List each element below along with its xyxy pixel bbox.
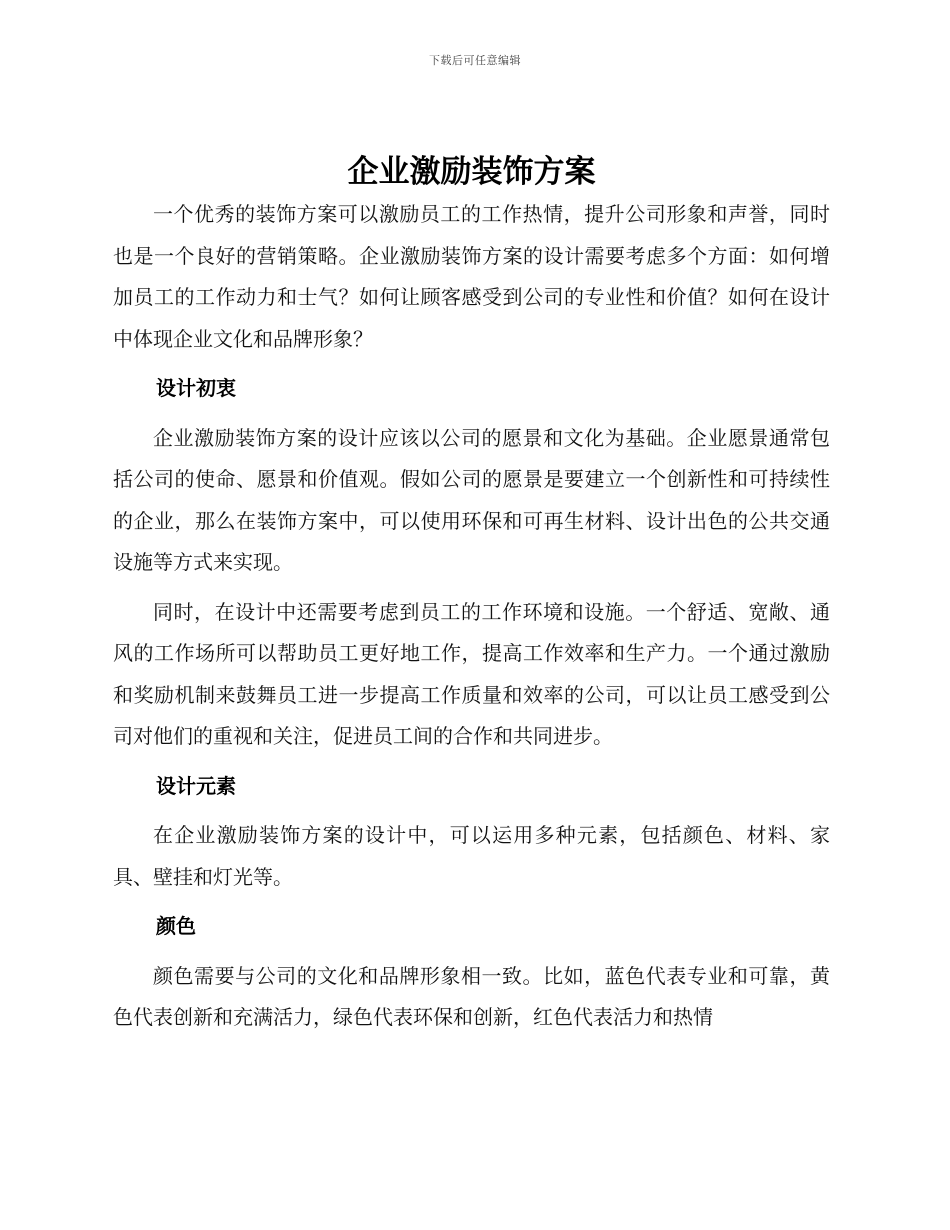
- document-body: [113, 150, 830, 1039]
- spacer: [113, 758, 830, 766]
- section-heading-design-elements: 设计元素: [156, 773, 236, 798]
- spacer: [113, 410, 830, 418]
- body-paragraph: 同时，在设计中还需要考虑到员工的工作环境和设施。一个舒适、宽敞、通风的工作场所可以帮助员工更好地工作，提高工作效率和生产力。一个通过激励和奖励机制来鼓舞员工进一步提高工作质量和效率的公司，可以让员工感受到公司对他们的重视和关注，促进员工间的合作和共同进步。: [113, 599, 830, 748]
- section-heading-color: 颜色: [156, 914, 196, 938]
- intro-paragraph: 一个优秀的装饰方案可以激励员工的工作热情，提升公司形象和声誉，同时也是一个良好的营销策略。企业激励装饰方案的设计需要考虑多个方面：如何增加员工的工作动力和士气？如何让顾客感受到公司的专业性和价值？如何在设计中体现企业文化和品牌形象？: [113, 202, 830, 351]
- spacer: [113, 584, 830, 592]
- section-heading-design-intent: 设计初衷: [156, 376, 236, 400]
- spacer: [113, 898, 830, 906]
- spacer: [113, 948, 830, 956]
- body-paragraph: 颜色需要与公司的文化和品牌形象相一致。比如，蓝色代表专业和可靠，黄色代表创新和充满活力，绿色代表环保和创新，红色代表活力和热情: [113, 963, 830, 1029]
- body-paragraph: 企业激励装饰方案的设计应该以公司的愿景和文化为基础。企业愿景通常包括公司的使命、愿景和价值观。假如公司的愿景是要建立一个创新性和可持续性的企业，那么在装饰方案中，可以使用环保和可再生材料、设计出色的公共交通设施等方式来实现。: [113, 425, 830, 574]
- document-title: 企业激励装饰方案: [347, 154, 596, 190]
- body-paragraph: 在企业激励装饰方案的设计中，可以运用多种元素，包括颜色、材料、家具、壁挂和灯光等。: [113, 823, 830, 889]
- header-note: 下载后可任意编辑: [429, 54, 521, 67]
- spacer: [113, 360, 830, 368]
- spacer: [113, 807, 830, 815]
